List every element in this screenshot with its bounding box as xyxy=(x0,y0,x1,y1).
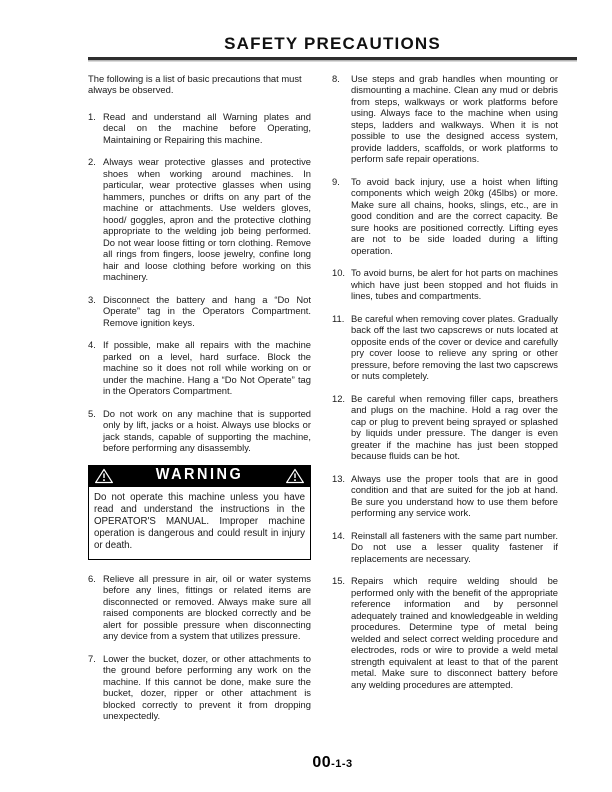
item-number: 13. xyxy=(332,472,346,484)
precaution-item-9 xyxy=(332,176,558,257)
page-number xyxy=(88,754,577,772)
precaution-item-4 xyxy=(88,339,311,397)
item-number: 14. xyxy=(332,529,346,541)
warning-triangle-icon-left xyxy=(94,468,114,484)
item-number: 15. xyxy=(332,575,346,586)
precaution-item-13 xyxy=(332,473,558,519)
item-text: Be careful when removing filler caps, breathers and plugs on the machine. Hold a rag over the cap or plug to prevent being sprayed or splashed by liquids under pressure. The danger is even greater if the machine has just been stopped because fluids can be hot. xyxy=(351,392,558,461)
intro-paragraph: The following is a list of basic precautions that must always be observed. xyxy=(88,72,302,95)
warning-title: WARNING xyxy=(155,466,244,484)
item-text: Be careful when removing cover plates. Gradually back off the last two capscrews or nuts located at opposite ends of the cover or device and carefully pry cover loose to relieve any spring or other pressure, before removing the last two capscrews or nuts completely. xyxy=(351,312,558,381)
item-text: To avoid burns, be alert for hot parts on machines which have just been stopped and hot fluids in lines, tubes and compartments. xyxy=(351,267,558,301)
precaution-item-6 xyxy=(88,573,311,642)
item-number: 1. xyxy=(88,110,96,122)
item-number: 6. xyxy=(88,572,96,584)
item-number: 3. xyxy=(88,293,96,305)
item-text: Repairs which require welding should be performed only with the benefit of the appropriate reference information and by personnel adequately trained and knowledgeable in welding procedures. Determine type of metal being welded and select correct welding procedure and electrodes, rods or wire to provide a weld metal strength equivalent at least to that of the parent metal. Make sure to disconnect battery before any welding procedures are attempted. xyxy=(351,575,558,690)
precaution-item-15 xyxy=(332,575,558,690)
item-number: 12. xyxy=(332,392,346,404)
page-number-minor: -1-3 xyxy=(331,758,353,770)
item-text: To avoid back injury, use a hoist when lifting components which weigh 20kg (45lbs) or more. Make sure all chains, hooks, slings, etc., are in good condition and are the correct capacity. Be sure hooks are positioned correctly. Lifting eyes are not to be side loaded during a lifting operation. xyxy=(351,175,558,256)
item-number: 11. xyxy=(332,312,345,324)
item-number: 4. xyxy=(88,339,96,350)
precaution-item-1 xyxy=(88,111,311,146)
page-number-major: 00 xyxy=(312,754,332,771)
left-column xyxy=(88,73,311,733)
item-number: 2. xyxy=(88,156,96,167)
document-header xyxy=(88,34,577,60)
precaution-item-10 xyxy=(332,267,558,302)
item-text: Relieve all pressure in air, oil or water systems before any lines, fittings or related items are disconnected or removed. Always make sure all raised components are blocked correctly and be alert for possible pressure when disconnecting any device from a system that utilizes pressure. xyxy=(103,572,311,641)
precaution-item-11 xyxy=(332,313,558,382)
item-text: If possible, make all repairs with the machine parked on a level, hard surface. Block the machine so it does not roll while working on or under the machine. Hang a “Do Not Operate” tag in the Operators Compartment. xyxy=(103,339,311,396)
two-column-body xyxy=(88,73,558,733)
item-text: Use steps and grab handles when mounting or dismounting a machine. Clean any mud or debris from steps, walkways or work platforms before using. Always face to the machine when using steps, ladders and walkways. When it is not possible to use the designed access system, provide ladders, scaffolds, or work platforms to perform safe repair operations. xyxy=(351,72,558,164)
precaution-item-8 xyxy=(332,73,558,165)
item-text: Lower the bucket, dozer, or other attachments to the ground before performing any work on the machine. If this cannot be done, make sure the bucket, dozer, ripper or other attachment is blocked correctly to prevent it from dropping unexpectedly. xyxy=(103,652,311,721)
item-number: 10. xyxy=(332,267,346,278)
item-number: 5. xyxy=(88,407,96,419)
title-rule xyxy=(88,57,577,60)
item-text: Do not work on any machine that is supported only by lift, jacks or a hoist. Always use blocks or jack stands, capable of supporting the machine, before performing any disassembly. xyxy=(103,407,311,453)
item-number: 9. xyxy=(332,175,340,187)
item-number: 7. xyxy=(88,652,96,664)
item-text: Disconnect the battery and hang a “Do Not Operate” tag in the Operators Compartment. Remove ignition keys. xyxy=(103,293,311,328)
right-column xyxy=(332,73,558,733)
precaution-item-5 xyxy=(88,408,311,454)
precaution-item-12 xyxy=(332,393,558,462)
precaution-item-2 xyxy=(88,156,311,283)
precaution-item-14 xyxy=(332,530,558,565)
page-title: SAFETY PRECAUTIONS xyxy=(224,34,441,53)
item-text: Reinstall all fasteners with the same part number. Do not use a lesser quality fastener if replacements are necessary. xyxy=(351,529,558,564)
item-text: Always use the proper tools that are in good condition and that are suited for the job at hand. Be sure you understand how to use them before performing any service work. xyxy=(351,472,558,518)
warning-triangle-icon-right xyxy=(285,468,305,484)
item-text: Read and understand all Warning plates and decal on the machine before Operating, Maintaining or Repairing this machine. xyxy=(103,110,311,145)
warning-body-text: Do not operate this machine unless you have read and understand the instructions in the OPERATOR'S MANUAL. Improper machine operation is dangerous and could result in injury or death. xyxy=(94,491,305,551)
item-number: 8. xyxy=(332,72,340,84)
warning-box xyxy=(88,465,311,560)
precaution-item-7 xyxy=(88,653,311,722)
warning-header xyxy=(89,466,310,487)
precaution-item-3 xyxy=(88,294,311,329)
item-text: Always wear protective glasses and protective shoes when working around machines. In particular, wear protective glasses when using hammers, punches or drifts on any part of the machine or attachments. Use welders gloves, hood/ goggles, apron and the protective clothing appropriate to the welding job being performed. Do not wear loose fitting or torn clothing. Remove all rings from fingers, loose jewelry, confine long hair and loose clothing before working on this machinery. xyxy=(103,156,311,282)
